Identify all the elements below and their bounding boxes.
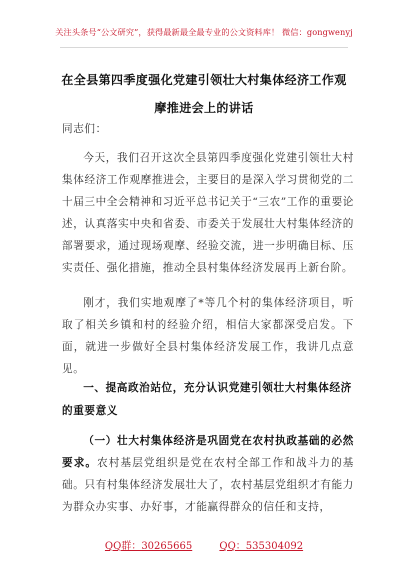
paragraph-section-1-1-text: 农村基层党组织是党在农村全部工作和战斗力的基础。只有村集体经济发展壮大了，农村基层党组织才有能力为群众办实事、办好事，才能赢得群众的信任和支持， (62, 457, 354, 513)
header-divider (60, 47, 348, 48)
section-heading-1: 一、提高政治站位，充分认识党建引领壮大村集体经济的重要意义 (62, 382, 352, 417)
footer-qq-group: QQ群：30265665 (104, 541, 193, 552)
document-title: 在全县第四季度强化党建引领壮大村集体经济工作观摩推进会上的讲话 (61, 73, 347, 115)
paragraph-observation: 刚才，我们实地观摩了*等几个村的集体经济项目，听取了相关乡镇和村的经验介绍，相信大家都深受启发。下面，就进一步做好全县村集体经济发展工作，我讲几点意见。 (62, 297, 354, 375)
paragraph-intro: 今天，我们召开这次全县第四季度强化党建引领壮大村集体经济工作观摩推进会，主要目的是深入学习贯彻党的二十届三中全会精神和习近平总书记关于“三农”工作的重要论述，认真落实中央和省委、市委关于发展壮大村集体经济的部署要求，通过现场观摩、经验交流，进一步明确目标、压实责任、强化措施，推动全县村集体经济发展再上新台阶。 (62, 152, 354, 274)
salutation: 同志们： (62, 123, 107, 135)
subheading-1-1: （一）壮大村集体经济是巩固党在农村执政基础的必然要求。 (62, 435, 354, 469)
footer-qq-number: QQ：535304092 (219, 541, 304, 552)
paragraph-section-1-1 (62, 430, 354, 518)
header-promo-note: 关注头条号“公文研究”，获得最新最全最专业的公文资料库！ 微信：gongwenyj (55, 27, 353, 37)
footer-contact (0, 537, 408, 552)
